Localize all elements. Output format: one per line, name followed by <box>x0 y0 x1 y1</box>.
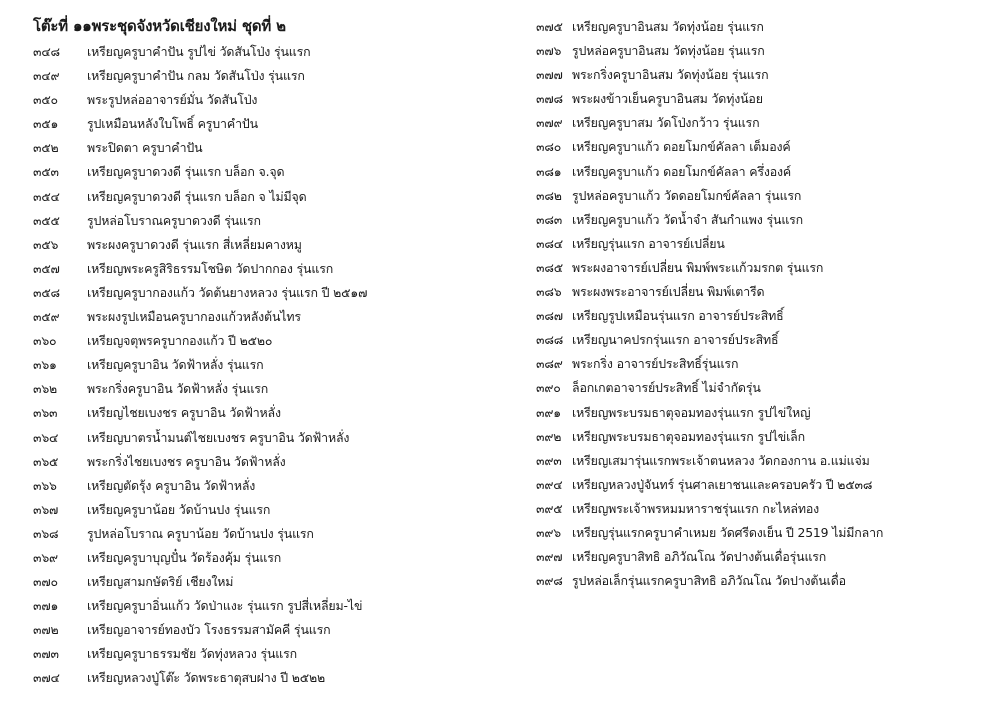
list-item <box>33 401 367 425</box>
item-text: เหรียญครูบาแก้ว ดอยโมกข์คัลลา เต็มองค์ <box>572 139 791 155</box>
list-item <box>33 281 367 305</box>
list-item <box>536 87 883 111</box>
item-text: เหรียญตัดรุ้ง ครูบาอิน วัดฟ้าหลั่ง <box>87 477 256 493</box>
item-number: ๓๕๔ <box>33 188 60 204</box>
item-text: เหรียญไชยเบงชร ครูบาอิน วัดฟ้าหลั่ง <box>87 405 281 421</box>
item-text: รูปหล่อโบราณครูบาดวงดี รุ่นแรก <box>87 212 261 228</box>
item-number: ๓๙๗ <box>536 549 563 565</box>
item-number: ๓๗๗ <box>536 67 563 83</box>
list-item <box>536 15 883 39</box>
item-text: พระกริ่งครูบาอิน วัดฟ้าหลั่ง รุ่นแรก <box>87 381 269 397</box>
item-number: ๓๘๓ <box>536 211 563 227</box>
item-text: รูปหล่อโบราณ ครูบาน้อย วัดบ้านปง รุ่นแรก <box>87 525 314 541</box>
list-item <box>536 569 883 593</box>
item-text: รูปเหมือนหลังใบโพธิ์ ครูบาคำปัน <box>87 116 258 132</box>
list-item <box>33 666 367 690</box>
item-number: ๓๘๔ <box>536 235 563 251</box>
item-number: ๓๘๕ <box>536 259 563 275</box>
item-number: ๓๔๘ <box>33 44 60 59</box>
list-item <box>33 112 367 136</box>
list-item <box>536 352 883 376</box>
item-number: ๓๕๓ <box>33 164 59 180</box>
list-item <box>536 376 883 400</box>
item-number: ๓๘๐ <box>536 139 562 155</box>
item-number: ๓๙๕ <box>536 500 563 516</box>
item-text: เหรียญหลวงปู่โต๊ะ วัดพระธาตุสบฝาง ปี ๒๕๒๒ <box>87 670 326 686</box>
list-item <box>33 329 367 353</box>
item-number: ๓๗๖ <box>536 43 562 59</box>
item-text: เหรียญเสมารุ่นแรกพระเจ้าตนหลวง วัดกองกาน อ.แม่แจ่ม <box>572 452 870 468</box>
item-number: ๓๙๘ <box>536 573 563 589</box>
list-item <box>536 184 883 208</box>
list-item <box>536 280 883 304</box>
item-number: ๓๕๘ <box>33 284 60 300</box>
list-item <box>536 521 883 545</box>
list-item <box>33 474 367 498</box>
list-item <box>536 256 883 280</box>
item-text: เหรียญครูบาแก้ว ดอยโมกข์คัลลา ครึ่งองค์ <box>572 163 792 179</box>
item-text: เหรียญครูบาธรรมชัย วัดทุ่งหลวง รุ่นแรก <box>87 646 297 662</box>
item-text: เหรียญครูบาอิ่นแก้ว วัดป่าแงะ รุ่นแรก รูปสี่เหลี่ยม-ไข่ <box>87 598 363 614</box>
list-item <box>536 497 883 521</box>
item-number: ๓๕๕ <box>33 212 60 228</box>
list-item <box>33 257 367 281</box>
item-text: เหรียญรูปเหมือนรุ่นแรก อาจารย์ประสิทธิ์ <box>572 308 784 324</box>
item-number: ๓๖๔ <box>33 429 59 445</box>
item-text: เหรียญครูบาดวงดี รุ่นแรก บล็อก จ ไม่มีจุด <box>87 188 307 204</box>
item-number: ๓๖๑ <box>33 357 57 373</box>
list-item <box>33 209 367 233</box>
list-item <box>33 498 367 522</box>
list-item <box>33 88 367 112</box>
list-item <box>33 642 367 666</box>
list-item <box>33 160 367 184</box>
item-text: เหรียญบาตรน้ำมนต์ไชยเบงชร ครูบาอิน วัดฟ้าหลั่ง <box>87 429 350 445</box>
item-number: ๓๙๒ <box>536 428 562 444</box>
item-text: เหรียญหลวงปู่จันทร์ รุ่นศาลเยาชนและครอบครัว ปี ๒๕๓๘ <box>572 476 873 492</box>
item-number: ๓๖๙ <box>33 549 58 565</box>
item-number: ๓๙๔ <box>536 476 563 492</box>
left-column-list <box>33 40 367 691</box>
item-text: พระผงข้าวเย็นครูบาอินสม วัดทุ่งน้อย <box>572 91 763 107</box>
list-item <box>33 426 367 450</box>
list-item <box>33 618 367 642</box>
list-item <box>536 425 883 449</box>
item-text: เหรียญครูบาบุญปั๋น วัดร้องคุ้ม รุ่นแรก <box>87 549 282 565</box>
item-text: พระผงพระอาจารย์เปลี่ยน พิมพ์เตารีด <box>572 284 765 300</box>
item-text: รูปหล่อครูบาอินสม วัดทุ่งน้อย รุ่นแรก <box>572 43 765 59</box>
item-text: รูปหล่อเล็กรุ่นแรกครูบาสิทธิ อภิวัณโณ วัดปางต้นเดื่อ <box>572 573 846 589</box>
item-text: เหรียญพระเจ้าพรหมมหาราชรุ่นแรก กะไหล่ทอง <box>572 500 820 516</box>
item-text: เหรียญรุ่นแรกครูบาคำเหมย วัดศรีดงเย็น ปี 2519 ไม่มีกลาก <box>572 524 884 540</box>
item-number: ๓๗๕ <box>536 19 563 34</box>
item-text: พระกริ่งไชยเบงชร ครูบาอิน วัดฟ้าหลั่ง <box>87 453 286 469</box>
item-number: ๓๘๑ <box>536 163 562 179</box>
item-number: ๓๗๘ <box>536 91 563 107</box>
item-number: ๓๙๑ <box>536 404 561 420</box>
item-number: ๓๘๙ <box>536 356 563 372</box>
item-number: ๓๗๙ <box>536 115 563 131</box>
list-item <box>33 64 367 88</box>
item-text: รูปหล่อครูบาแก้ว วัดดอยโมกข์คัลลา รุ่นแรก <box>572 187 802 203</box>
page-title: โต๊ะที่ ๑๑พระชุดจังหวัดเชียงใหม่ ชุดที่ ๒ <box>33 17 286 35</box>
item-text: เหรียญพระครูสิริธรรมโชษิต วัดปากกอง รุ่นแรก <box>87 260 334 276</box>
list-item <box>33 233 367 257</box>
list-item <box>33 40 367 64</box>
list-item <box>536 39 883 63</box>
item-text: เหรียญครูบาน้อย วัดบ้านปง รุ่นแรก <box>87 501 271 517</box>
list-item <box>33 522 367 546</box>
item-number: ๓๗๓ <box>33 646 59 662</box>
item-text: เหรียญสามกษัตริย์ เชียงใหม่ <box>87 574 234 590</box>
item-number: ๓๔๙ <box>33 68 60 84</box>
item-number: ๓๖๒ <box>33 381 58 397</box>
list-item <box>33 136 367 160</box>
item-text: พระกริ่งครูบาอินสม วัดทุ่งน้อย รุ่นแรก <box>572 67 769 83</box>
list-item <box>33 450 367 474</box>
item-text: เหรียญจตุพรครูบากองแก้ว ปี ๒๕๒๐ <box>87 333 273 349</box>
item-text: เหรียญครูบาดวงดี รุ่นแรก บล็อก จ.จุด <box>87 164 285 180</box>
item-number: ๓๙๓ <box>536 452 562 468</box>
item-number: ๓๗๒ <box>33 622 59 638</box>
item-number: ๓๖๓ <box>33 405 58 421</box>
item-text: เหรียญครูบาอิน วัดฟ้าหลั่ง รุ่นแรก <box>87 357 264 373</box>
list-item <box>33 185 367 209</box>
item-number: ๓๖๘ <box>33 525 59 541</box>
list-item <box>536 208 883 232</box>
item-number: ๓๕๑ <box>33 116 59 132</box>
item-number: ๓๖๗ <box>33 501 59 517</box>
item-text: พระปิดตา ครูบาคำปัน <box>87 140 203 156</box>
item-text: พระผงครูบาดวงดี รุ่นแรก สี่เหลี่ยมคางหมู <box>87 236 302 252</box>
item-number: ๓๖๐ <box>33 333 57 349</box>
item-number: ๓๕๗ <box>33 260 60 276</box>
item-text: เหรียญครูบากองแก้ว วัดต้นยางหลวง รุ่นแรก ปี ๒๕๑๗ <box>87 284 368 300</box>
item-text: เหรียญครูบาแก้ว วัดน้ำจำ สันกำแพง รุ่นแรก <box>572 211 804 227</box>
list-item <box>536 160 883 184</box>
item-number: ๓๘๗ <box>536 308 563 324</box>
list-item <box>33 546 367 570</box>
list-item <box>536 63 883 87</box>
item-number: ๓๕๐ <box>33 92 58 108</box>
item-text: เหรียญครูบาคำปัน กลม วัดสันโป่ง รุ่นแรก <box>87 68 305 84</box>
item-text: เหรียญครูบาคำปัน รูปไข่ วัดสันโป่ง รุ่นแรก <box>87 44 311 59</box>
item-number: ๓๕๒ <box>33 140 59 156</box>
list-item <box>536 401 883 425</box>
item-number: ๓๗๔ <box>33 670 60 686</box>
list-item <box>33 594 367 618</box>
item-text: พระรูปหล่ออาจารย์มั่น วัดสันโป่ง <box>87 92 258 108</box>
item-text: เหรียญครูบาสิทธิ อภิวัณโณ วัดปางต้นเดื่อรุ่นแรก <box>572 549 827 565</box>
item-text: ล็อกเกตอาจารย์ประสิทธิ์ ไม่จำกัดรุ่น <box>572 380 761 396</box>
item-text: พระผงอาจารย์เปลี่ยน พิมพ์พระแก้วมรกต รุ่นแรก <box>572 259 824 275</box>
list-item <box>536 135 883 159</box>
item-text: เหรียญครูบาสม วัดโป่งกว้าว รุ่นแรก <box>572 115 760 131</box>
item-number: ๓๘๖ <box>536 284 562 300</box>
item-number: ๓๖๕ <box>33 453 59 469</box>
item-text: เหรียญรุ่นแรก อาจารย์เปลี่ยน <box>572 235 725 251</box>
item-number: ๓๕๖ <box>33 236 59 252</box>
item-number: ๓๘๘ <box>536 332 564 348</box>
item-number: ๓๕๙ <box>33 309 60 325</box>
item-number: ๓๙๖ <box>536 524 561 540</box>
list-item <box>536 545 883 569</box>
list-item <box>536 473 883 497</box>
item-number: ๓๙๐ <box>536 380 561 396</box>
item-text: เหรียญพระบรมธาตุจอมทองรุ่นแรก รูปไข่เล็ก <box>572 428 805 444</box>
item-text: เหรียญนาคปรกรุ่นแรก อาจารย์ประสิทธิ์ <box>572 332 779 348</box>
item-text: เหรียญอาจารย์ทองบัว โรงธรรมสามัคคี รุ่นแรก <box>87 622 331 638</box>
item-text: พระผงรูปเหมือนครูบากองแก้วหลังต้นไทร <box>87 309 301 325</box>
item-text: เหรียญพระบรมธาตุจอมทองรุ่นแรก รูปไข่ใหญ่ <box>572 404 811 420</box>
list-item <box>33 377 367 401</box>
list-item <box>536 304 883 328</box>
item-text: เหรียญครูบาอินสม วัดทุ่งน้อย รุ่นแรก <box>572 19 764 34</box>
right-column-list <box>536 15 883 593</box>
item-number: ๓๗๑ <box>33 598 59 614</box>
list-item <box>33 570 367 594</box>
list-item <box>536 232 883 256</box>
list-item <box>33 353 367 377</box>
list-item <box>536 111 883 135</box>
item-text: พระกริ่ง อาจารย์ประสิทธิ์รุ่นแรก <box>572 356 739 372</box>
item-number: ๓๖๖ <box>33 477 57 493</box>
list-item <box>33 305 367 329</box>
item-number: ๓๗๐ <box>33 574 58 590</box>
item-number: ๓๘๒ <box>536 187 562 203</box>
list-item <box>536 328 883 352</box>
list-item <box>536 449 883 473</box>
